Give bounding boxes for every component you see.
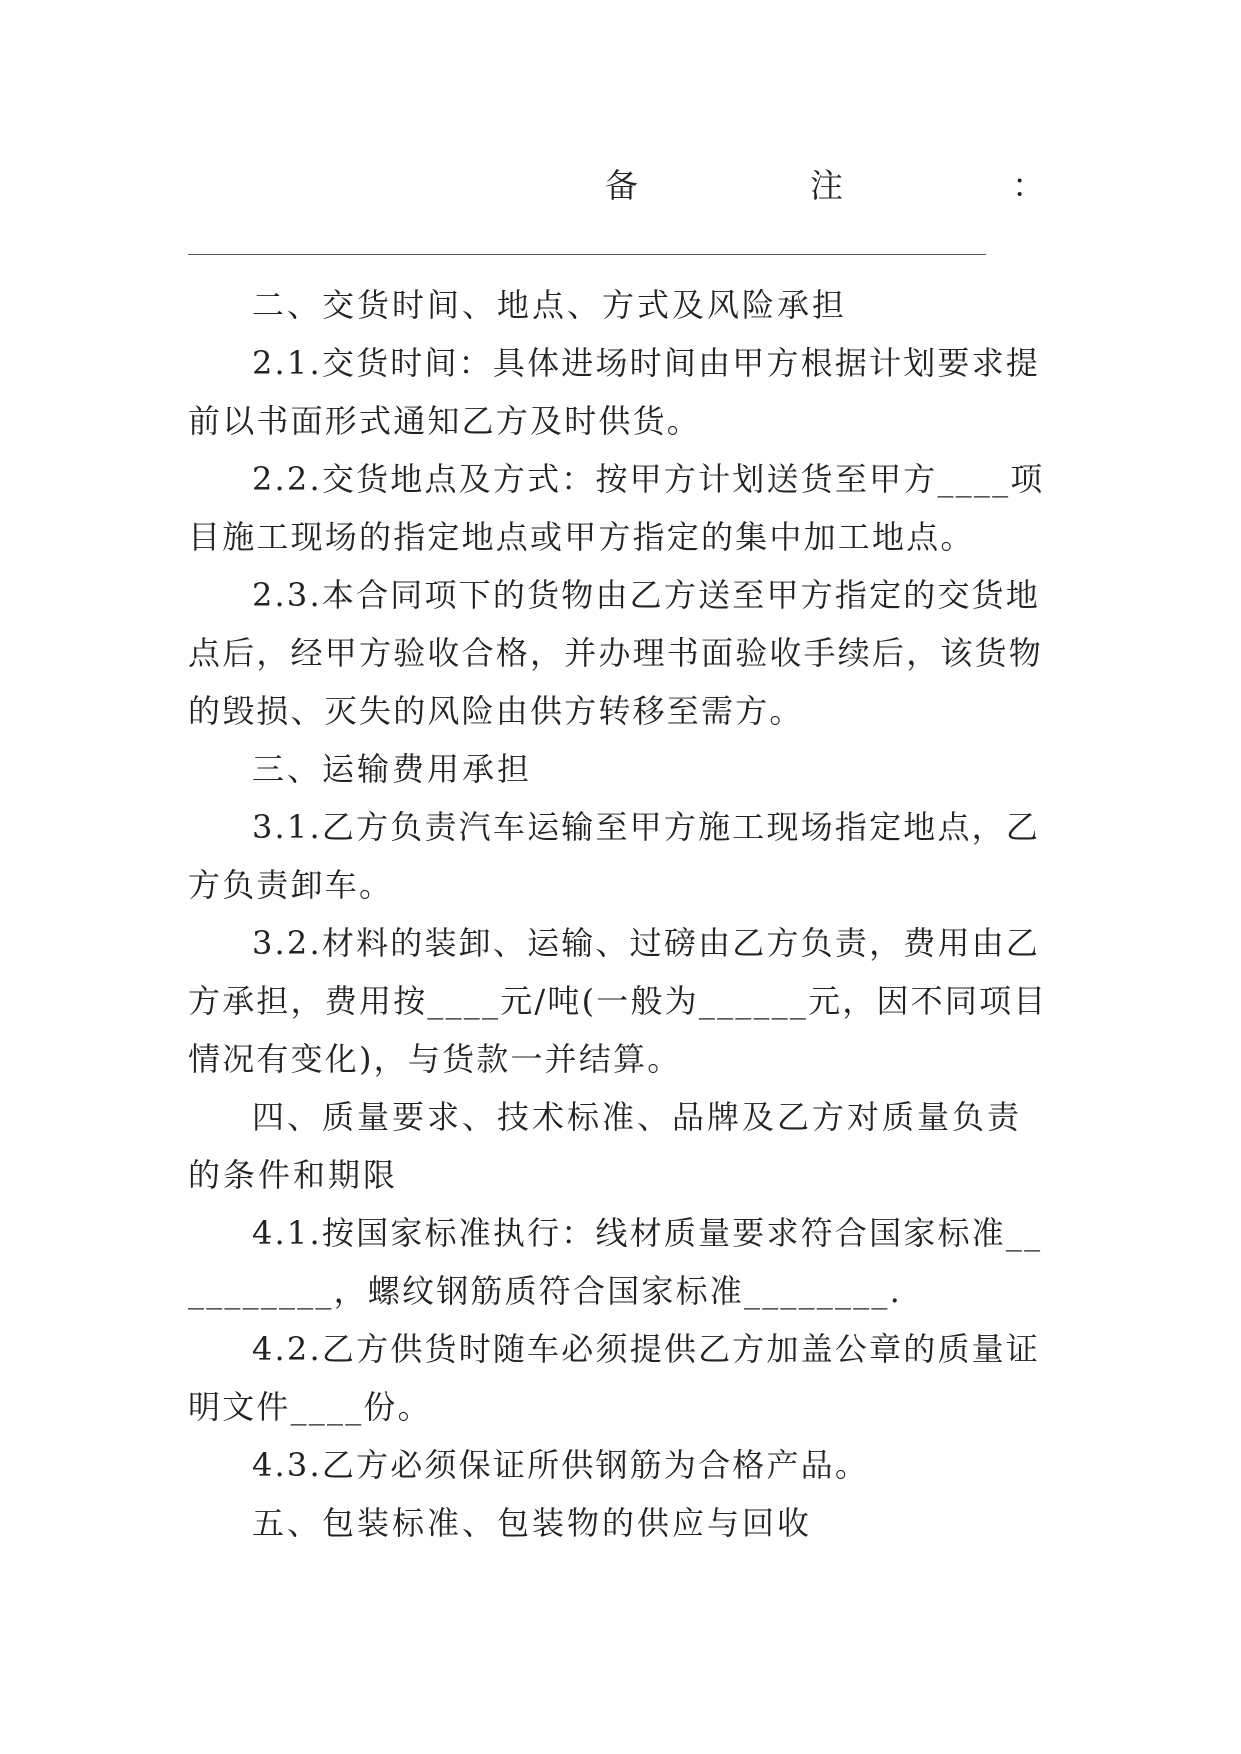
remarks-underline	[188, 254, 986, 255]
clause-4-3: 4.3.乙方必须保证所供钢筋为合格产品。	[252, 1446, 870, 1484]
remarks-colon: ：	[1012, 166, 1045, 205]
section-heading-5: 五、包装标准、包装物的供应与回收	[252, 1504, 813, 1542]
section-heading-4: 四、质量要求、技术标准、品牌及乙方对质量负责的条件和期限	[188, 1098, 1023, 1194]
clause-3-1: 3.1.乙方负责汽车运输至甲方施工现场指定地点，乙方负责卸车。	[188, 808, 1041, 904]
clause-2-3: 2.3.本合同项下的货物由乙方送至甲方指定的交货地点后，经甲方验收合格，并办理书面验收手续后，该货物的毁损、灭失的风险由供方转移至需方。	[188, 576, 1044, 730]
section-heading-3: 三、运输费用承担	[252, 750, 533, 788]
remarks-char-2: 注	[810, 166, 843, 205]
clause-4-2: 4.2.乙方供货时随车必须提供乙方加盖公章的质量证明文件____份。	[188, 1330, 1041, 1426]
clause-2-2: 2.2.交货地点及方式：按甲方计划送货至甲方____项目施工现场的指定地点或甲方指定的集中加工地点。	[188, 460, 1045, 556]
remarks-line	[0, 160, 1241, 204]
clause-2-1: 2.1.交货时间：具体进场时间由甲方根据计划要求提前以书面形式通知乙方及时供货。	[188, 344, 1041, 440]
clause-3-2: 3.2.材料的装卸、运输、过磅由乙方负责，费用由乙方承担，费用按____元/吨(一般为______元，因不同项目情况有变化)，与货款一并结算。	[188, 924, 1048, 1078]
section-heading-2: 二、交货时间、地点、方式及风险承担	[252, 286, 848, 324]
remarks-char-1: 备	[605, 166, 638, 205]
clause-4-1: 4.1.按国家标准执行：线材质量要求符合国家标准__________，螺纹钢筋质符合国家标准________.	[188, 1214, 1043, 1310]
contract-body	[188, 276, 1050, 1552]
